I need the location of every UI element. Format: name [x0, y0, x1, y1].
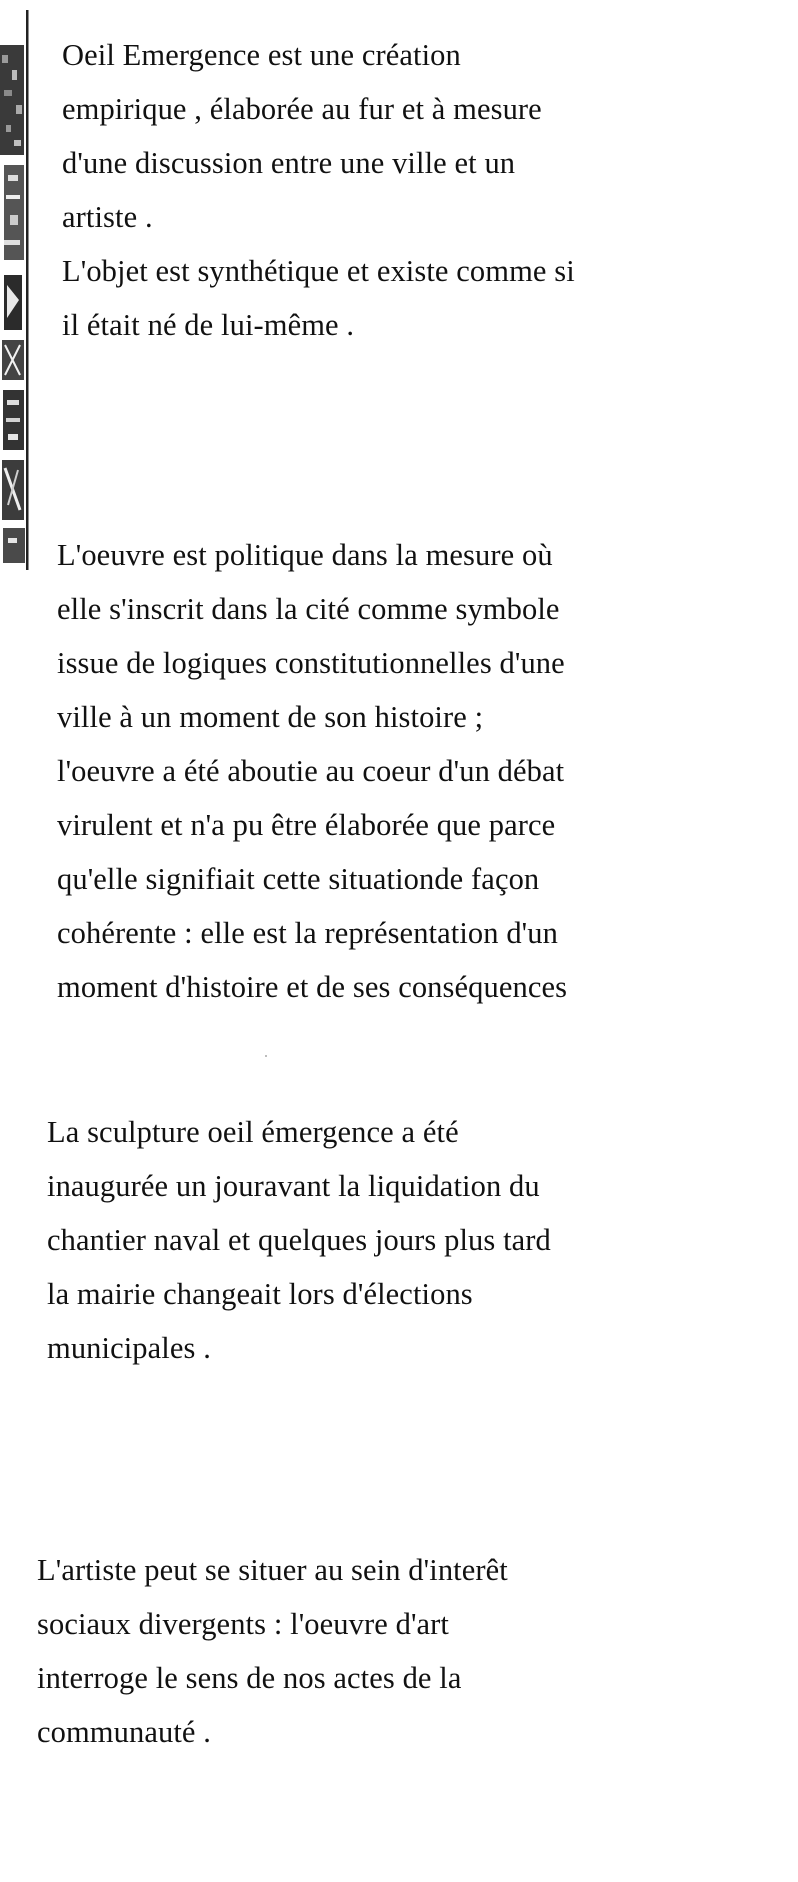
paragraph-line: interroge le sens de nos actes de la	[37, 1661, 462, 1695]
paragraph-line: Oeil Emergence est une création	[62, 38, 461, 72]
paragraph-line: L'objet est synthétique et existe comme si	[62, 254, 575, 288]
paragraph-line: municipales .	[47, 1331, 211, 1365]
scanned-image-fragment	[0, 0, 30, 575]
paragraph-line: ville à un moment de son histoire ;	[57, 700, 484, 734]
paragraph-line: empirique , élaborée au fur et à mesure	[62, 92, 542, 126]
paragraph-line: issue de logiques constitutionnelles d'une	[57, 646, 565, 680]
paragraph-2	[57, 528, 567, 1014]
scan-speck	[265, 1055, 267, 1057]
scanned-image-fragment-graphic	[0, 0, 30, 575]
paragraph-line: L'artiste peut se situer au sein d'interêt	[37, 1553, 508, 1587]
paragraph-line: qu'elle signifiait cette situationde façon	[57, 862, 540, 896]
paragraph-line: La sculpture oeil émergence a été	[47, 1115, 459, 1149]
paragraph-line: L'oeuvre est politique dans la mesure où	[57, 538, 553, 572]
paragraph-line: l'oeuvre a été aboutie au coeur d'un débat	[57, 754, 565, 788]
paragraph-4	[37, 1543, 508, 1759]
paragraph-line: cohérente : elle est la représentation d'un	[57, 916, 558, 950]
paragraph-line: la mairie changeait lors d'élections	[47, 1277, 473, 1311]
paragraph-line: d'une discussion entre une ville et un	[62, 146, 516, 180]
paragraph-line: communauté .	[37, 1715, 211, 1749]
paragraph-line: inaugurée un jouravant la liquidation du	[47, 1169, 540, 1203]
paragraph-line: moment d'histoire et de ses conséquences	[57, 970, 568, 1004]
paragraph-line: il était né de lui-même .	[62, 308, 355, 342]
paragraph-line: sociaux divergents : l'oeuvre d'art	[37, 1607, 450, 1641]
paragraph-1	[62, 28, 575, 352]
paragraph-line: elle s'inscrit dans la cité comme symbole	[57, 592, 560, 626]
paragraph-line: artiste .	[62, 200, 153, 234]
paragraph-line: virulent et n'a pu être élaborée que parce	[57, 808, 556, 842]
paragraph-line: chantier naval et quelques jours plus tard	[47, 1223, 551, 1257]
paragraph-3	[47, 1105, 551, 1375]
